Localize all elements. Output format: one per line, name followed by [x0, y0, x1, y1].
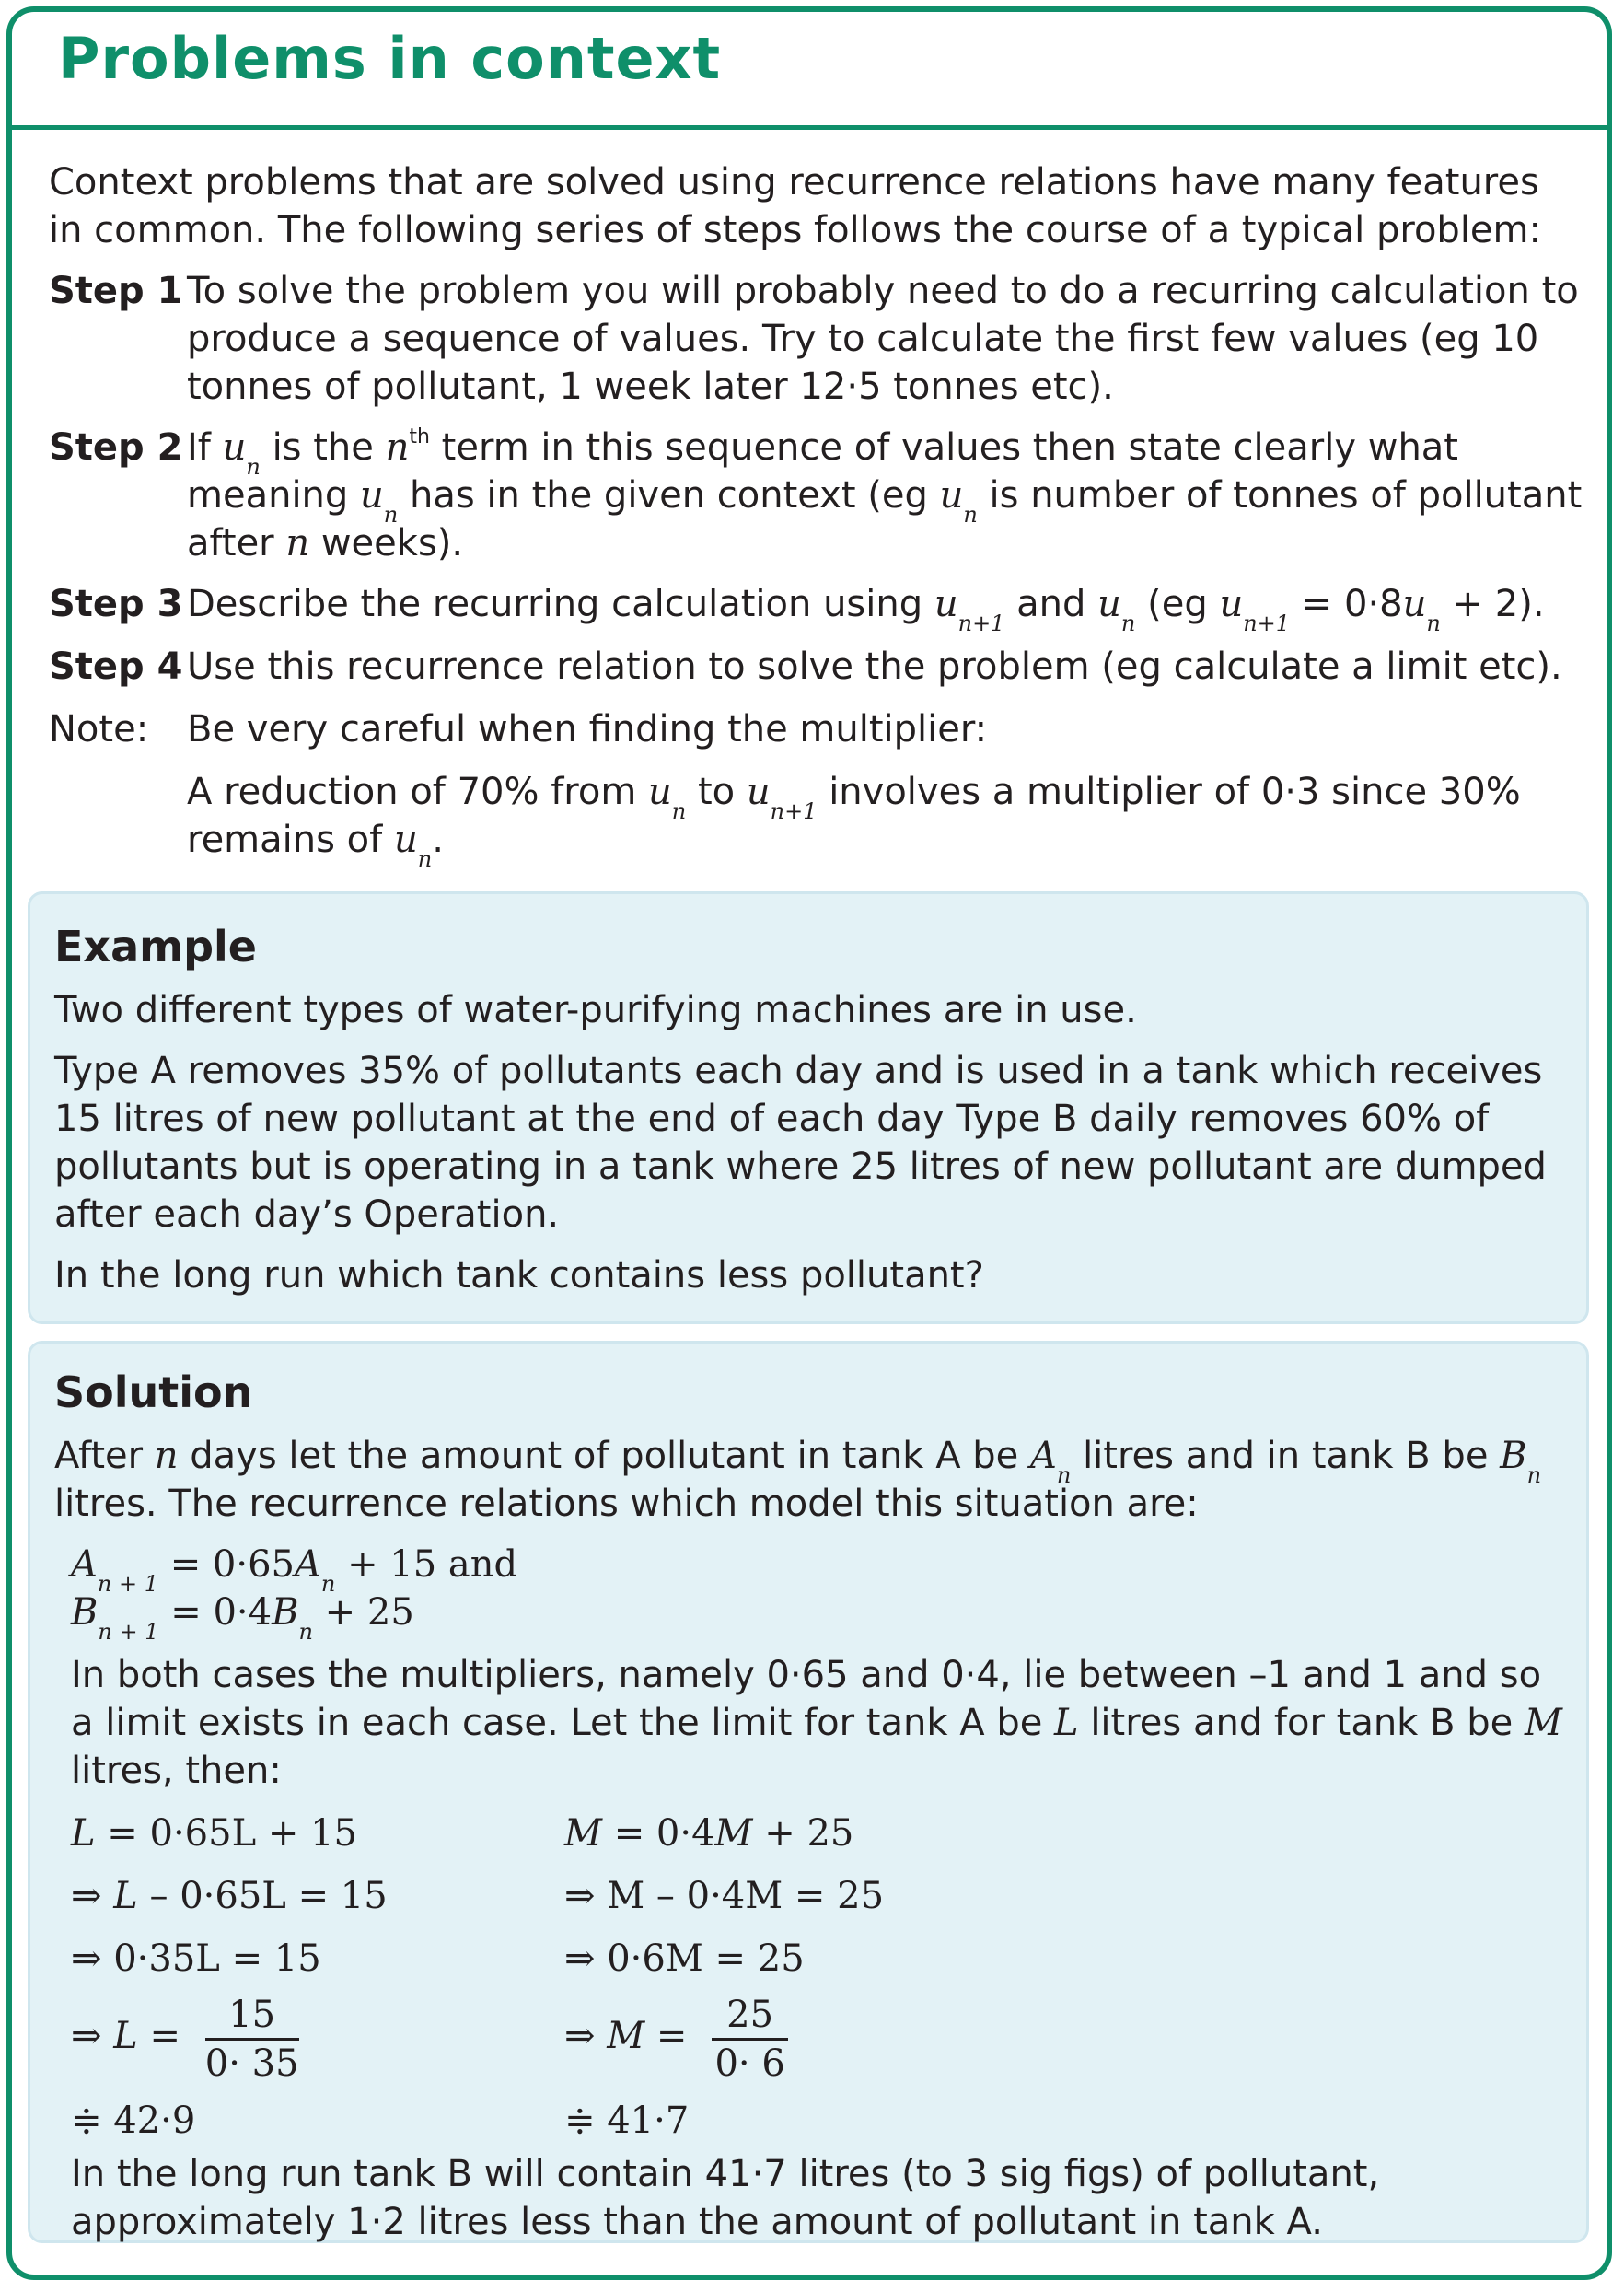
example-p3: In the long run which tank contains less pollutant?: [54, 1254, 984, 1297]
left-line-5: ≑ 42·9: [71, 2100, 196, 2142]
step-4-label: Step 4: [49, 646, 183, 688]
step-2-label: Step 2: [49, 426, 183, 469]
right-fraction: $\frac{25}{0\cdot 6}$: [712, 1992, 788, 2087]
left-fraction: $\frac{15}{0\cdot 35}$: [204, 1993, 299, 2085]
step-1-label: Step 1: [49, 270, 183, 312]
right-line-1: M = 0·4M + 25: [564, 1812, 854, 1855]
relation-a: $A_{n + 1} = 0\cdot 65A_n + 15$ and: [71, 1543, 518, 1597]
note-text-2: A reduction of 70% from $u_n$ to $u_{n+1}$ involves a multiplier of 0·3 since 30% remains of $u_n$.: [187, 771, 1521, 872]
left-line-1: L = 0·65L + 15: [71, 1812, 357, 1855]
solution-box: [28, 1341, 1589, 2243]
step-2-text: If $u_n$ is the $n^{th}$ term in this sequence of values then state clearly what meaning $u_n$ has in the given context (eg $u_n$ is number of tonnes of pollutant after n weeks).: [187, 425, 1583, 564]
page-title: Problems in context: [58, 25, 722, 92]
example-p2: Type A removes 35% of pollutants each day and is used in a tank which receives 15 litres of new pollutant at the end of each day Type B daily removes 60% of pollutants but is operating in a tank where 25 litres of new pollutant are dumped after each day’s Operation.: [54, 1050, 1547, 1236]
solution-heading: Solution: [54, 1367, 253, 1417]
example-heading: Example: [54, 922, 257, 971]
step-3-text: Describe the recurring calculation using $u_{n+1}$ and $u_n$ (eg $u_{n+1} = 0\cdot 8u_n + 2$).: [187, 583, 1545, 636]
left-line-4: ⇒ L = $\frac{15}{0\cdot 35}$: [71, 1993, 299, 2085]
solution-conclusion: In the long run tank B will contain 41·7 litres (to 3 sig figs) of pollutant, approximately 1·2 litres less than the amount of pollutant in tank A.: [71, 2153, 1380, 2243]
intro-text: Context problems that are solved using recurrence relations have many features in common. The following series of steps follows the course of a typical problem:: [49, 161, 1541, 251]
note-label: Note:: [49, 708, 149, 750]
title-bar: [12, 12, 1607, 130]
step-1-text: To solve the problem you will probably need to do a recurring calculation to produce a sequence of values. Try to calculate the first few values (eg 10 tonnes of pollutant, 1 week later 12·5 tonnes etc).: [187, 270, 1579, 408]
right-line-2: ⇒ M – 0·4M = 25: [564, 1875, 885, 1917]
solution-p1: After n days let the amount of pollutant in tank A be $A_n$ litres and in tank B be $B_n$ litres. The recurrence relations which model this situation are:: [54, 1435, 1542, 1525]
right-line-5: ≑ 41·7: [564, 2100, 690, 2142]
example-p1: Two different types of water-purifying machines are in use.: [54, 989, 1137, 1031]
step-4-text: Use this recurrence relation to solve the problem (eg calculate a limit etc).: [187, 646, 1562, 688]
relation-b: $B_{n + 1} = 0\cdot 4B_n + 25$: [71, 1591, 414, 1645]
left-line-2: ⇒ L – 0·65L = 15: [71, 1875, 388, 1917]
left-line-3: ⇒ 0·35L = 15: [71, 1937, 321, 1980]
solution-p2: In both cases the multipliers, namely 0·65 and 0·4, lie between –1 and 1 and so a limit exists in each case. Let the limit for tank A be L litres and for tank B be M litres, then:: [71, 1654, 1562, 1792]
example-box: [28, 891, 1589, 1324]
note-text: Be very careful when finding the multiplier:: [187, 708, 988, 750]
intro-block: [49, 158, 1559, 254]
right-line-4: ⇒ M = $\frac{25}{0\cdot 6}$: [564, 1990, 788, 2087]
step-3-label: Step 3: [49, 583, 183, 625]
right-line-3: ⇒ 0·6M = 25: [564, 1937, 805, 1980]
